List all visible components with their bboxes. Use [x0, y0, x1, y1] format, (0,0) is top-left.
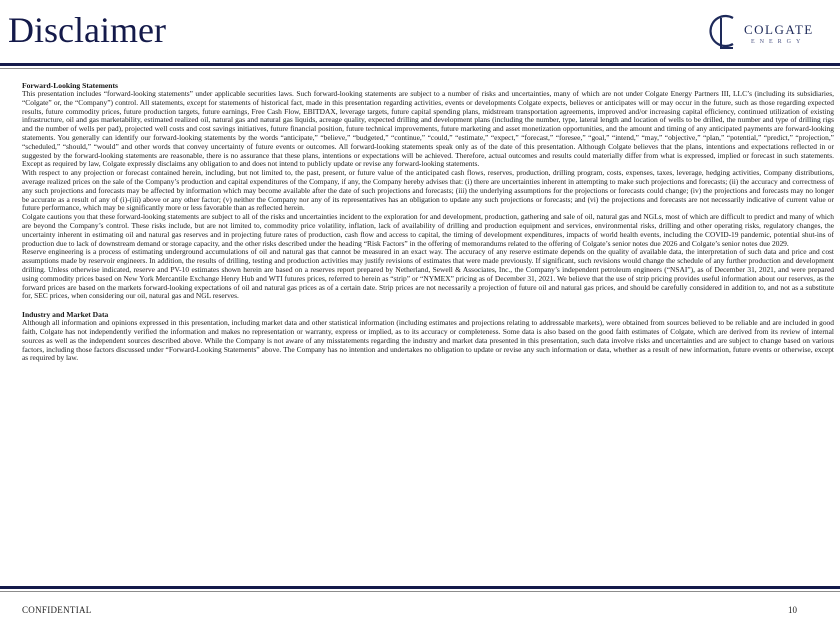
paragraph-industry-1: Although all information and opinions expressed in this presentation, including market data and other statistical information (including estimates and projections relating to addressable markets), were obtained from sources believed to be reliable and are included in good faith, Colgate has not independently verified the information and makes no representation or warranty, express or implied, as to its accuracy or completeness. Some data is also based on the good faith estimates of Colgate, which are derived from its review of internal sources as well as the independent sources described above. While the Company is not aware of any misstatements regarding the industry and market data presented in this presentation, such data involve risks and uncertainties and are subject to change based on various factors, including those factors discussed under “Forward-Looking Statements” above. The Company has no intention and undertakes no obligation to update or revise any such information or data, whether as a result of new information, future events or otherwise, except as required by law. [22, 318, 834, 363]
header-rule [0, 63, 840, 66]
footer-rule [0, 586, 840, 589]
logo-wordmark: COLGATE [744, 22, 814, 37]
section-gap [22, 301, 834, 310]
page-title: Disclaimer [8, 10, 166, 50]
section-heading-forward-looking: Forward-Looking Statements [22, 81, 118, 90]
paragraph-forward-looking-4: Reserve engineering is a process of estimating underground accumulations of oil and natural gas that cannot be measured in an exact way. The accuracy of any reserve estimate depends on the quality of available data, the interpretation of such data and price and cost assumptions made by reservoir engineers. In addition, the results of drilling, testing and production activities may justify revisions of estimates that were made previously. If significant, such revisions would change the schedule of any further production and development drilling. Unless otherwise indicated, reserve and PV-10 estimates shown herein are based on a reserves report prepared by Netherland, Sewell & Associates, Inc., the Company’s independent petroleum engineers (“NSAI”), as of December 31, 2021, and were prepared using commodity prices based on New York Mercantile Exchange Henry Hub and WTI futures prices, referred to herein as “strip” or “NYMEX” pricing as of December 31, 2021. We believe that the use of strip pricing provides useful information about our reserves, as the forward prices are based on the markets forward-looking expectations of oil and natural gas prices as of a certain date. Strip prices are not necessarily a projection of future oil and natural gas prices, and should be carefully considered in addition to, and not as a substitute for, SEC prices, when considering our oil, natural gas and NGL reserves. [22, 247, 834, 301]
footer-rule-thin [0, 591, 840, 592]
paragraph-forward-looking-3: Colgate cautions you that these forward-looking statements are subject to all of the risks and uncertainties incident to the exploration for and development, production, gathering and sale of oil, natural gas and NGLs, most of which are difficult to predict and many of which are beyond the Company’s control. These risks include, but are not limited to, commodity price volatility, inflation, lack of availability of drilling and production equipment and services, environmental risks, drilling and other operating risks, regulatory changes, the uncertainty inherent in estimating oil and natural gas reserves and in projecting future rates of production, cash flow and access to capital, the timing of development expenditures, impacts of world health events, including the COVID-19 pandemic, potential shut-ins of production due to lack of downstream demand or storage capacity, and the other risks described under the heading “Risk Factors” in the offering of memorandums related to the offering of Colgate’s senior notes due 2026 and Colgate’s senior notes due 2029. [22, 212, 834, 248]
disclaimer-body [22, 81, 834, 363]
company-logo [707, 12, 817, 60]
logo-subtitle: ENERGY [751, 39, 806, 45]
confidential-label: CONFIDENTIAL [22, 605, 92, 615]
colgate-logo-icon [707, 12, 741, 52]
paragraph-forward-looking-1: This presentation includes “forward-looking statements” under applicable securities laws. Such forward-looking statements are subject to a number of risks and uncertainties, many of which are not under Colgate Energy Partners III, LLC’s (including its subsidiaries, “Colgate” or, the “Company”) control. All statements, except for statements of historical fact, made in this presentation regarding activities, events or developments Colgate expects, believes or anticipates will or may occur in the future, such as those regarding expected results, future commodity prices, future production targets, future earnings, Free Cash Flow, EBITDAX, leverage targets, future capital spending plans, midstream transportation agreements, improved and/or increasing capital efficiency, continued utilization of existing infrastructure, oil and gas marketability, estimated realized oil, natural gas and natural gas liquids, acreage quality, expected drilling and development plans (including the number, type, lateral length and location of wells to be drilled, the number and type of drilling rigs and the number of wells per pad), projected well costs and cost savings initiatives, future financial position, future technical improvements, future marketing and asset monetization opportunities, and the amount and timing of any anticipated payments are forward-looking statements. You generally can identify our forward-looking statements by the words “anticipate,” “believe,” “budgeted,” “continue,” “could,” “estimate,” “expect,” “forecast,” “foresee,” “goal,” “intend,” “may,” “objective,” “plan,” “potential,” “predict,” “projection,” “scheduled,” “should,” “would” and other words that convey uncertainty of future events or outcomes. All forward-looking statements speak only as of the date of this presentation. Although Colgate believes that the plans, intentions and expectations reflected in or suggested by the forward-looking statements are reasonable, there is no assurance that these plans, intentions or expectations will be achieved. Therefore, actual outcomes and results could materially differ from what is expressed, implied or forecast in such statements. Except as required by law, Colgate expressly disclaims any obligation to and does not intend to publicly update or revise any forward-looking statements. [22, 89, 834, 169]
section-heading-industry: Industry and Market Data [22, 310, 109, 320]
page-number: 10 [788, 605, 797, 615]
paragraph-forward-looking-2: With respect to any projection or forecast contained herein, including, but not limited to, the past, present, or future value of the anticipated cash flows, reserves, production, drilling program, costs, expenses, taxes, leverage, hedging activities, Company distributions, average realized prices on the sale of the Company’s production and capital expenditures of the Company, if any, the Company hereby advises that: (i) there are uncertainties inherent in attempting to make such projections and forecasts; (ii) the accuracy and correctness of any such projections and forecasts may be affected by information which may become available after the date of such projections and forecasts; (iii) the underlying assumptions for the projections or forecasts could change; (iv) the projections and forecasts may no longer be accurate as a result of any of (i)-(iii) above or any other factor; (v) neither the Company nor any of its representatives has an obligation to update any such projections or forecasts; and (vi) the projections and forecasts are not necessarily indicative of current value or future performance, which may be significantly more or less favorable than as reflected herein. [22, 168, 834, 213]
header-rule-thin [0, 68, 840, 69]
